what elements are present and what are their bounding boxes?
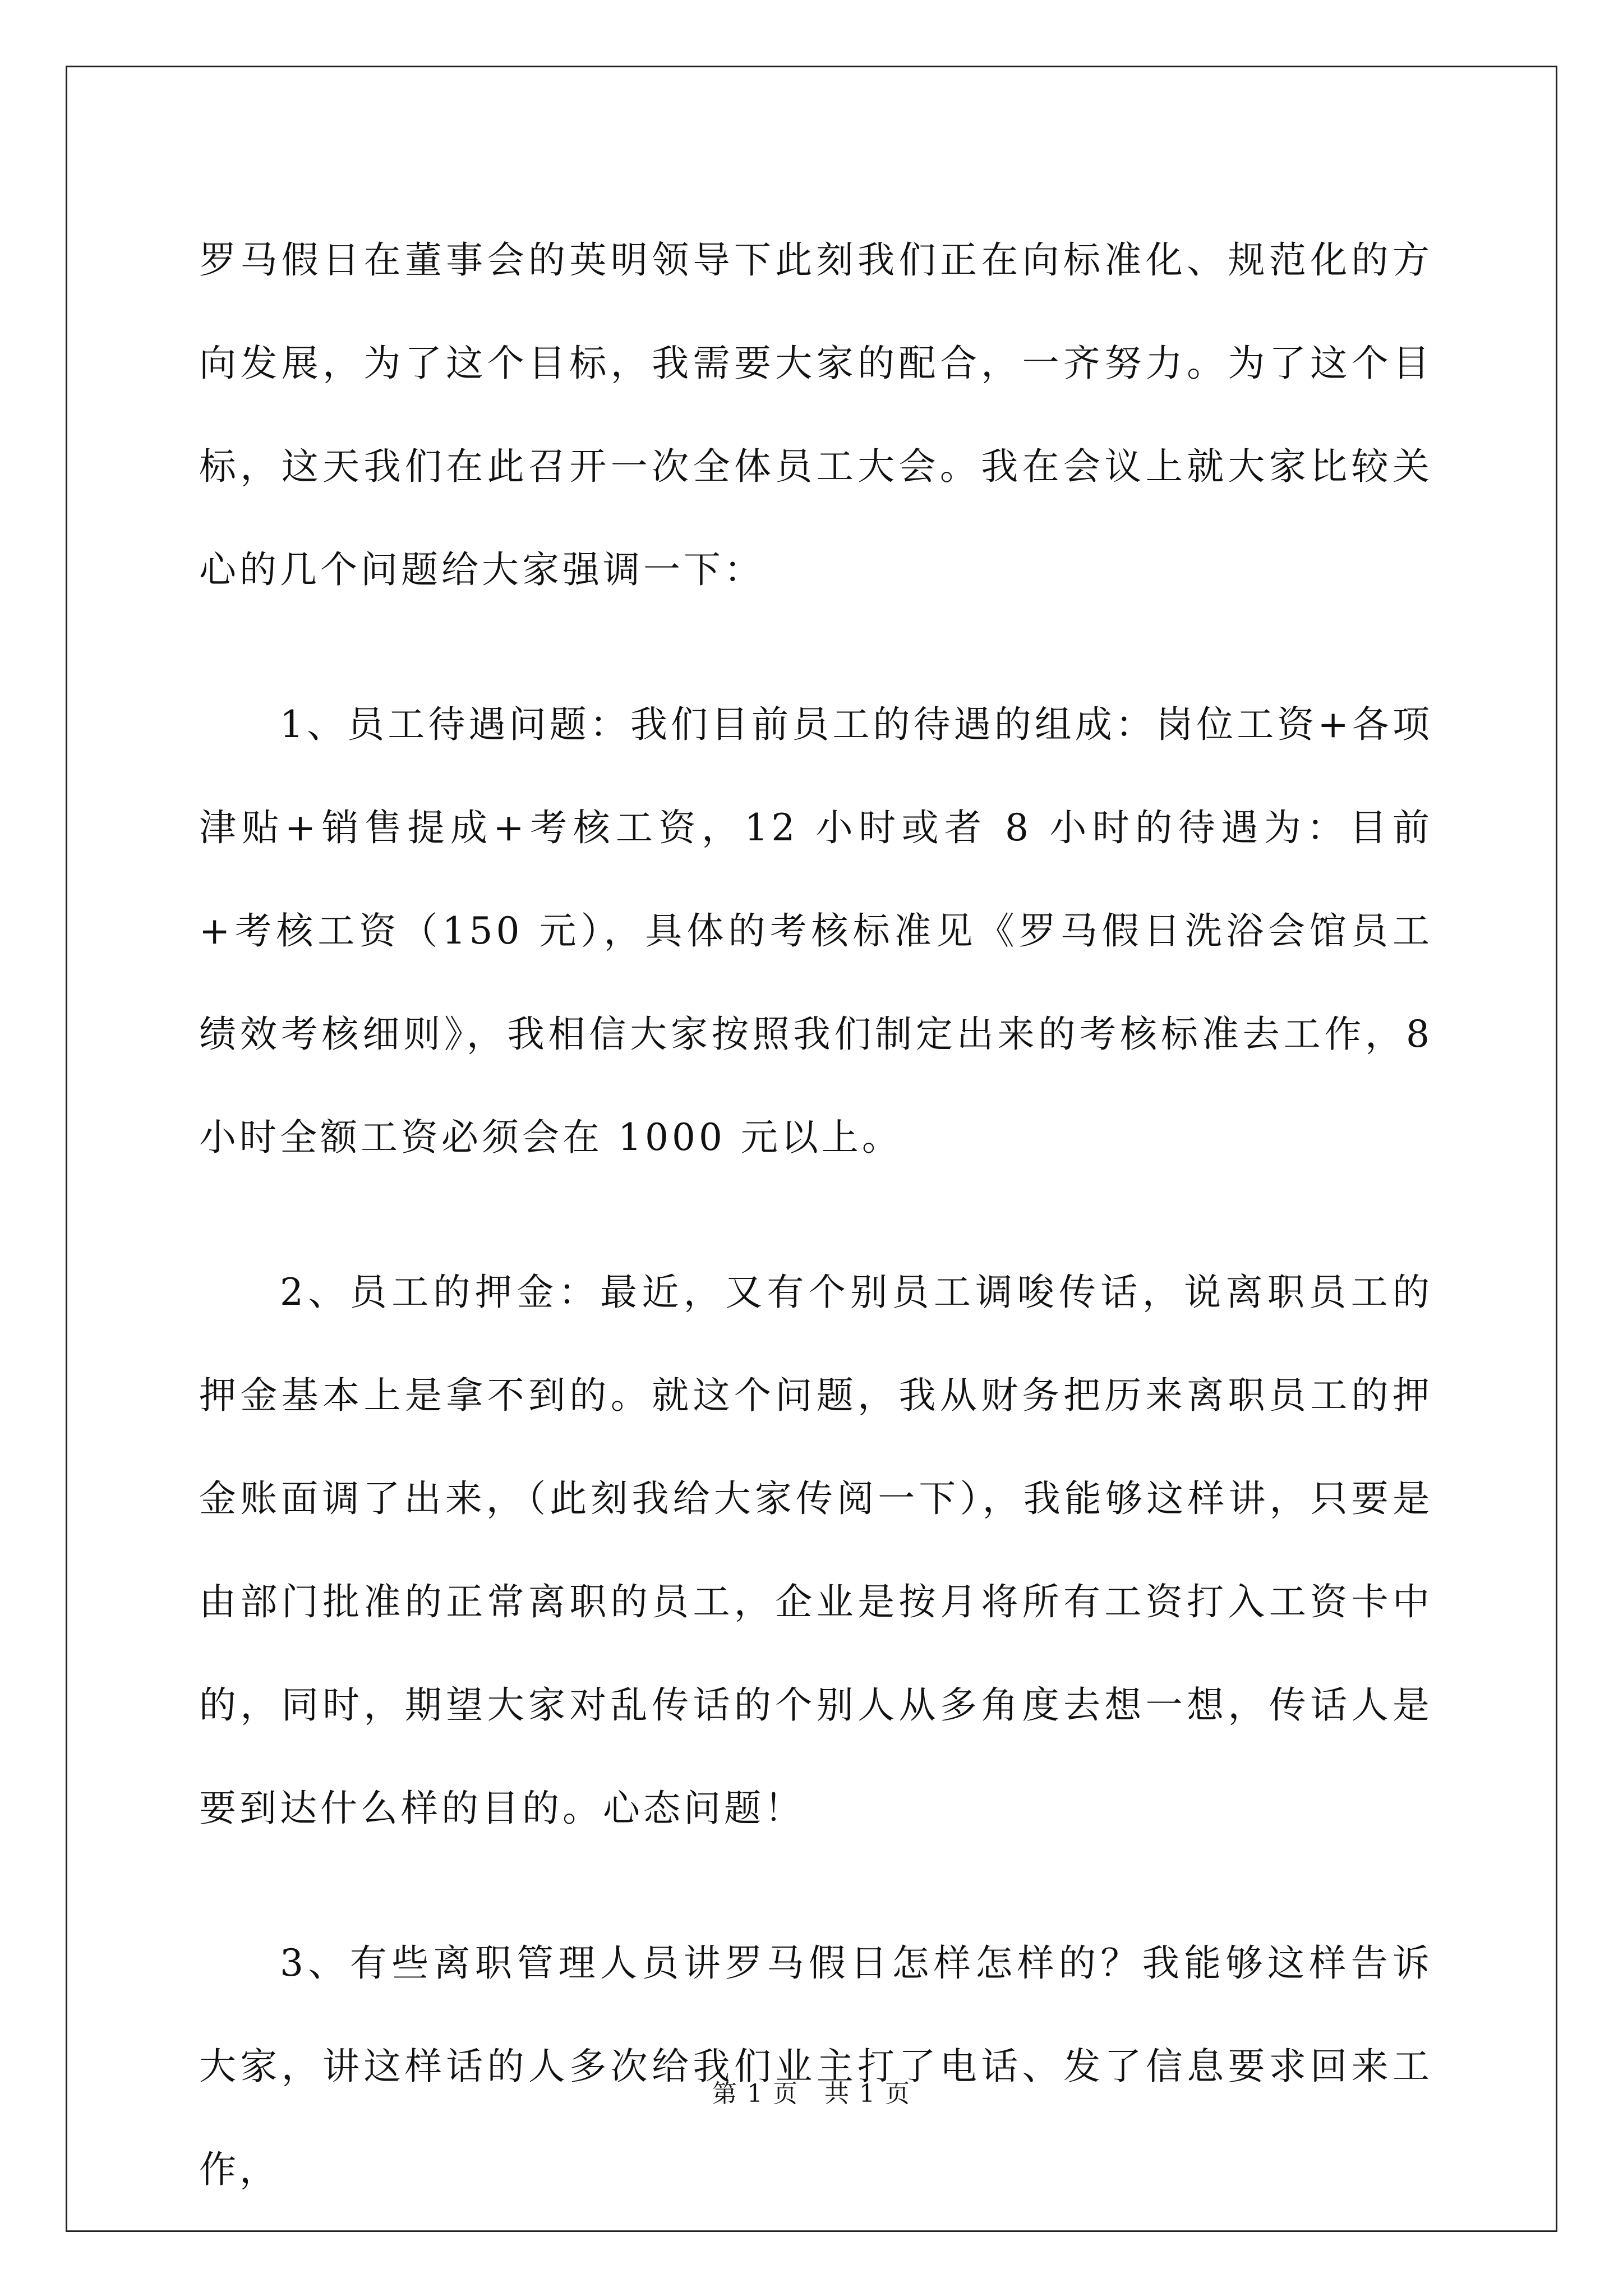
paragraph-item-2: 2、员工的押金：最近，又有个别员工调唆传话，说离职员工的押金基本上是拿不到的。就这个问题，我从财务把历来离职员工的押金账面调了出来，（此刻我给大家传阅一下），我能够这样讲，只要是由部门批准的正常离职的员工，企业是按月将所有工资打入工资卡中的，同时，期望大家对乱传话的个别人从多角度去想一想，传话人是要到达什么样的目的。心态问题！ [199,1271,1433,1830]
page-footer: 第 1 页 共 1 页 [712,2079,911,2108]
paragraph-item-3: 3、有些离职管理人员讲罗马假日怎样怎样的？我能够这样告诉大家，讲这样话的人多次给我们业主打了电话、发了信息要求回来工作， [199,1941,1433,2191]
document-body [199,209,1433,2221]
paragraph-item-1: 1、员工待遇问题：我们目前员工的待遇的组成：岗位工资+各项津贴+销售提成+考核工资，12 小时或者 8 小时的待遇为：目前+考核工资（150 元），具体的考核标准见《罗马假日洗浴会馆员工绩效考核细则》，我相信大家按照我们制定出来的考核标准去工作，8 小时全额工资必须会在 1000 元以上。 [199,703,1433,1159]
paragraph-intro: 罗马假日在董事会的英明领导下此刻我们正在向标准化、规范化的方向发展，为了这个目标，我需要大家的配合，一齐努力。为了这个目标，这天我们在此召开一次全体员工大会。我在会议上就大家比较关心的几个问题给大家强调一下： [199,238,1433,591]
